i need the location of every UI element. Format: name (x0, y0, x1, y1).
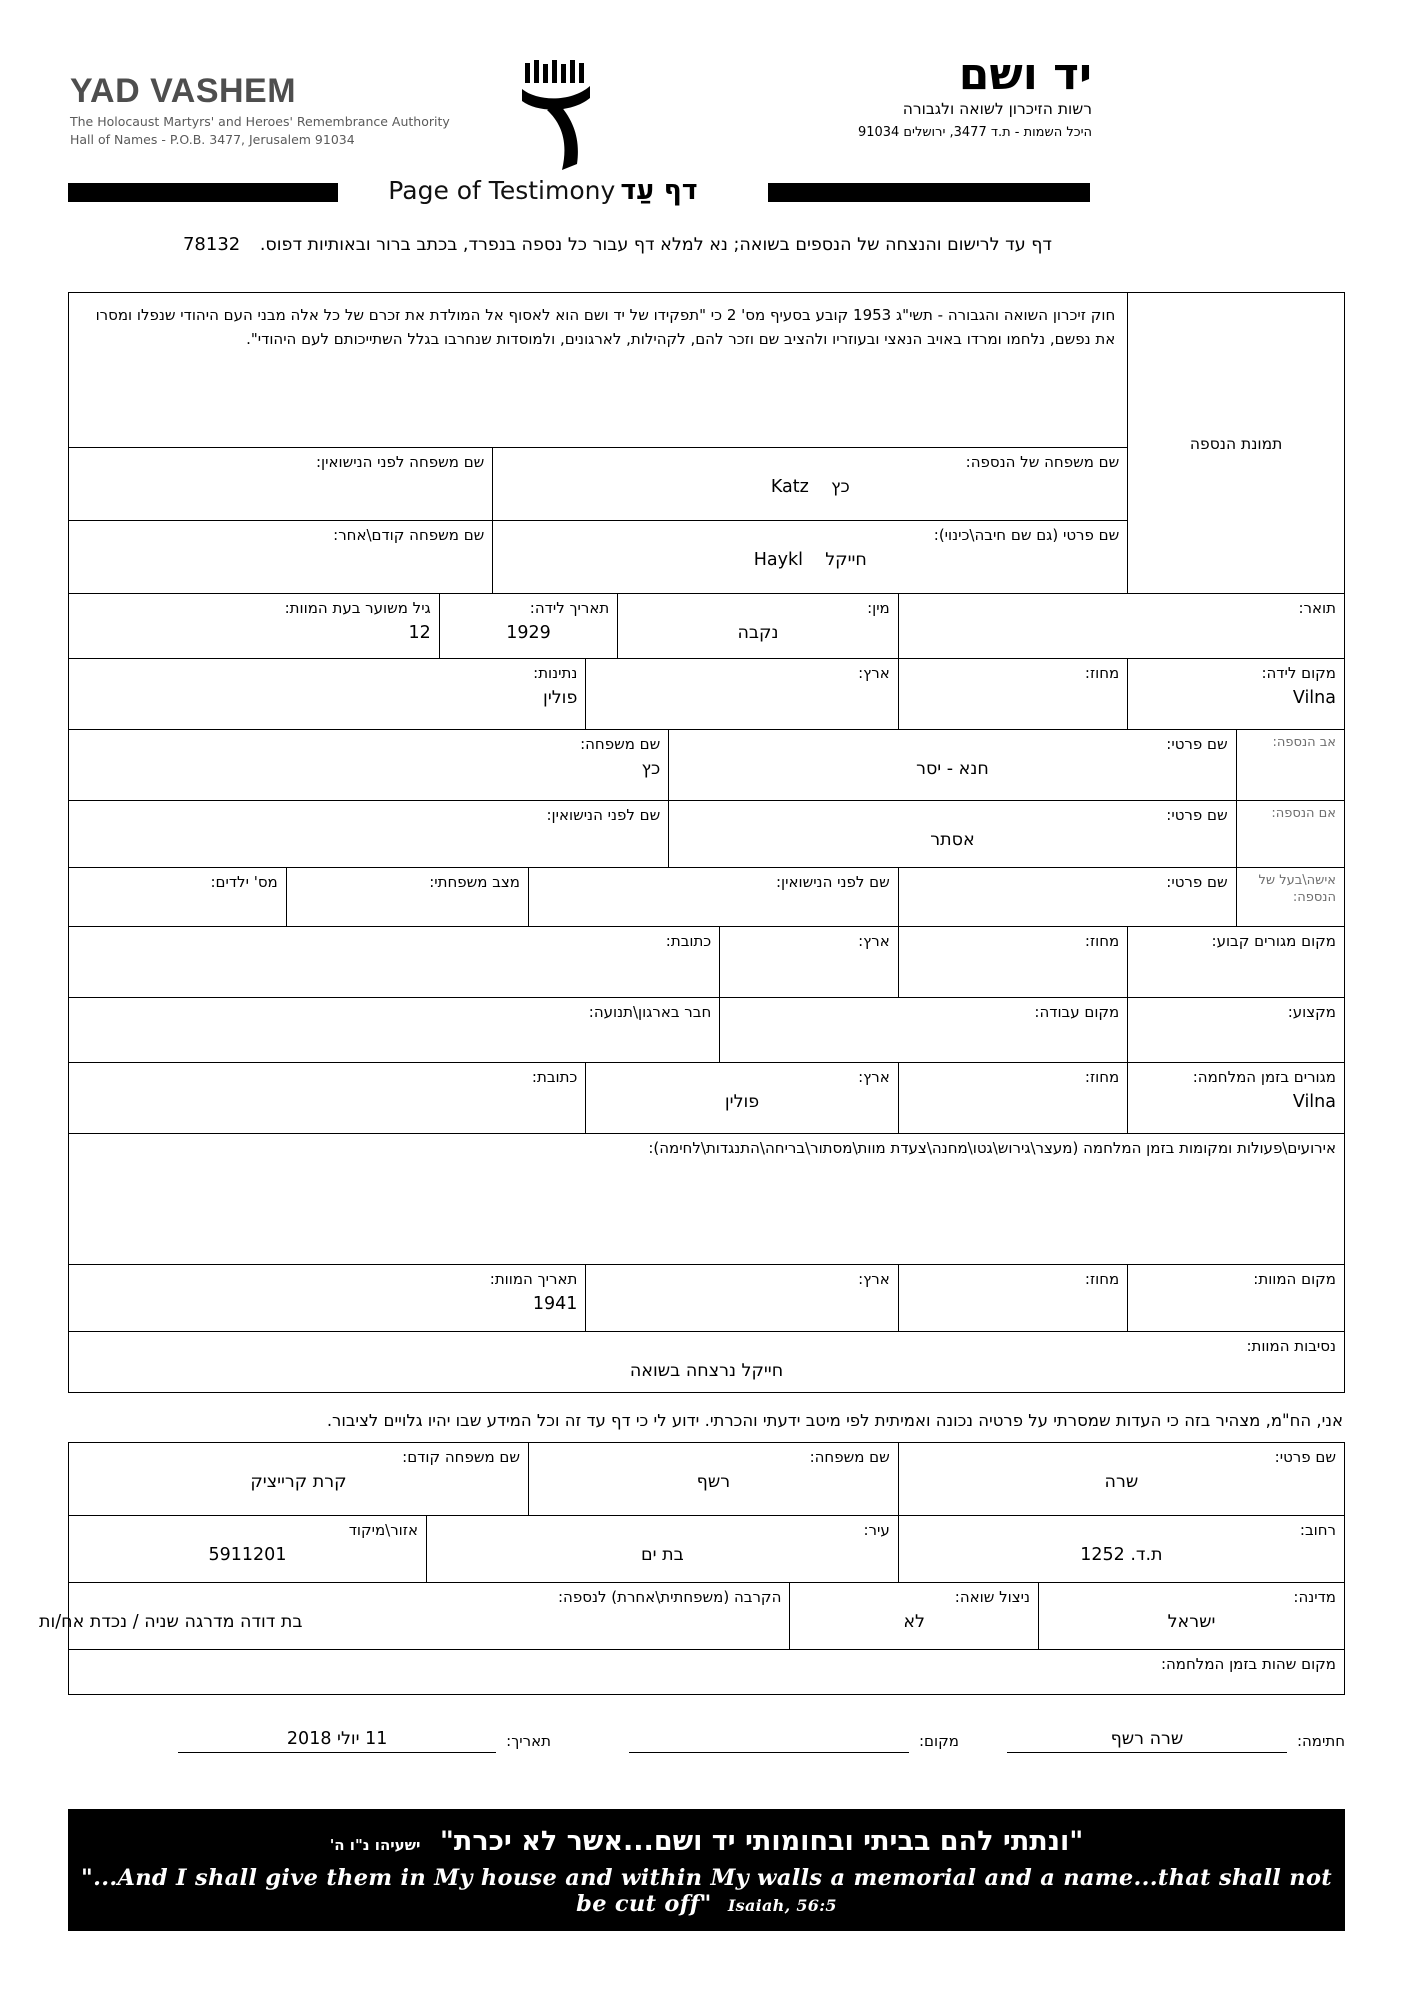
victim-photo-cell (1127, 293, 1344, 593)
field-label: עיר: (863, 1521, 890, 1539)
org-subtitle-english: The Holocaust Martyrs' and Heroes' Remembrance Authority (70, 114, 450, 129)
field-father-family-name (69, 730, 668, 800)
field-wartime-district (898, 1063, 1128, 1133)
row-permanent-residence (69, 926, 1344, 997)
field-value: רשף (696, 1471, 731, 1492)
field-value: נקבה (737, 622, 779, 643)
place-value-line (629, 1729, 909, 1753)
field-label: שם משפחה לפני הנישואין: (315, 453, 485, 471)
header-english (70, 72, 450, 147)
photo-label: תמונת הנספה (1189, 434, 1283, 453)
field-label: מדינה: (1293, 1588, 1336, 1606)
field-label: מגורים בזמן המלחמה: (1192, 1068, 1336, 1086)
row-death-place (69, 1264, 1344, 1331)
submitter-table (39, 1442, 1345, 1695)
field-value: חייקל נרצחה בשואה (629, 1360, 784, 1381)
field-value: Vilna (1292, 687, 1336, 708)
banner-english-source: Isaiah, 56:5 (727, 1895, 837, 1915)
field-label: שם משפחה קודם\אחר: (333, 526, 485, 544)
field-value: ת.ד. 1252 (1080, 1544, 1163, 1565)
field-label: מחוז: (1084, 664, 1120, 682)
field-death-date (69, 1265, 585, 1331)
row-first-name (69, 520, 1127, 593)
page-title (340, 175, 766, 206)
declaration-text: אני, הח"מ, מצהיר בזה כי העדות שמסרתי על פרטיה נכונה ואמיתית לפי מיטב ידעתי והכרתי. ידוע לי כי דף עד זה וכל המידע שבו יהיו גלויים לציבור. (326, 1411, 1343, 1430)
field-value: 5911201 (208, 1544, 287, 1565)
field-mother-maiden-name (69, 801, 668, 867)
field-submitter-zip (69, 1516, 426, 1582)
row-wartime-residence (69, 1062, 1344, 1133)
field-value: כץ (641, 758, 661, 779)
main-form-table (68, 292, 1345, 1393)
field-label: גיל משוער בעת המוות: (284, 599, 431, 617)
row-submitter-wartime-location (69, 1649, 1344, 1694)
field-value: Vilna (1292, 1091, 1336, 1112)
field-relation-to-victim (39, 1583, 789, 1649)
field-mother-first-name (668, 801, 1235, 867)
field-label: מחוז: (1084, 1068, 1120, 1086)
field-spouse-first-name (898, 868, 1236, 926)
field-label: אישה\בעל של הנספה: (1258, 873, 1336, 905)
field-label: שם לפני הנישואין: (546, 806, 661, 824)
banner-hebrew-line (76, 1825, 1337, 1859)
page-title-english: Page of Testimony (388, 176, 616, 205)
field-label: שם פרטי: (1166, 806, 1228, 824)
field-value: כץ Katz (770, 476, 850, 497)
row-submitter-names (69, 1443, 1344, 1515)
field-value: בת ים (641, 1544, 684, 1565)
form-top-block (69, 293, 1344, 593)
row-profession (69, 997, 1344, 1062)
field-citizenship (69, 659, 585, 729)
field-label: מחוז: (1084, 932, 1120, 950)
header-hebrew (857, 49, 1092, 141)
banner-hebrew-source: ישעיהו נ"ו ה' (329, 1836, 421, 1854)
field-victim-former-name (69, 521, 492, 593)
field-label: ארץ: (858, 1068, 890, 1086)
field-label: שם משפחה קודם: (402, 1448, 520, 1466)
top-left-block (69, 293, 1127, 593)
field-label: שם משפחה של הנספה: (965, 453, 1120, 471)
field-label: מקום מגורים קבוע: (1211, 932, 1336, 950)
header (68, 49, 1345, 178)
field-value: 12 (408, 622, 431, 643)
field-value: קרת קרייציק (250, 1471, 347, 1492)
field-label: ניצול שואה: (954, 1588, 1030, 1606)
field-label: שם משפחה: (809, 1448, 890, 1466)
field-victim-birth-place (1127, 659, 1344, 729)
org-subtitle-hebrew: רשות הזיכרון לשואה ולגבורה (902, 100, 1092, 119)
field-wartime-residence (1127, 1063, 1344, 1133)
field-label: מצב משפחתי: (429, 873, 520, 891)
field-victim-title (898, 594, 1344, 658)
signature-label: חתימה: (1296, 1732, 1345, 1750)
field-organization (69, 998, 719, 1062)
field-label: מין: (867, 599, 890, 617)
row-mother (69, 800, 1344, 867)
title-bar-left-rule (68, 183, 338, 202)
banner-hebrew-quote: "ונתתי להם בביתי ובחומותי יד ושם...אשר לא יכרת" (439, 1826, 1084, 1857)
field-submitter-city (426, 1516, 898, 1582)
field-birth-country (585, 659, 897, 729)
field-value: 1941 (532, 1293, 578, 1314)
yad-vashem-menorah-logo (520, 60, 592, 172)
field-label: הקרבה (משפחתית\אחרת) לנספה: (558, 1588, 782, 1606)
field-value: פולין (543, 687, 578, 708)
row-submitter-address (69, 1515, 1344, 1582)
field-label: שם פרטי (גם שם חיבה\כינוי): (933, 526, 1120, 544)
field-label: מקום עבודה: (1034, 1003, 1120, 1021)
field-value: שרה (1104, 1471, 1139, 1492)
field-label: אם הנספה: (1271, 806, 1336, 821)
field-marital-status (286, 868, 528, 926)
field-label: רחוב: (1299, 1521, 1336, 1539)
field-value: 1929 (506, 622, 551, 643)
signature-row (68, 1729, 1345, 1753)
row-family-name (69, 447, 1127, 520)
field-label: מקום לידה: (1261, 664, 1336, 682)
field-label: חבר בארגון\תנועה: (588, 1003, 712, 1021)
field-label: נתינות: (533, 664, 578, 682)
field-value: חייקל Haykl (753, 549, 867, 570)
field-label: תאריך לידה: (529, 599, 610, 617)
row-submitter-country-relation (39, 1582, 1344, 1649)
field-victim-maiden-name (69, 448, 492, 520)
page-title-hebrew: דף עַד (620, 175, 698, 206)
field-residence-district (898, 927, 1128, 997)
field-victim-family-name (492, 448, 1127, 520)
testimony-number: 78132 (182, 234, 241, 255)
field-label: אירועים\פעולות ומקומות בזמן המלחמה (מעצר\גירוש\גטו\מחנה\צעדת מוות\מסתור\בריחה\התנגדות\לחימה): (648, 1139, 1336, 1157)
field-workplace (719, 998, 1127, 1062)
intro-text: דף עד לרישום והנצחה של הנספים בשואה; נא למלא דף עבור כל נספה בנפרד, בכתב ברור ובאותיות דפוס. (259, 235, 1052, 255)
field-victim-gender (617, 594, 898, 658)
field-value: אסתר (930, 829, 975, 850)
field-death-circumstances (69, 1332, 1344, 1392)
field-birth-district (898, 659, 1128, 729)
field-residence-address (69, 927, 719, 997)
field-death-country (585, 1265, 897, 1331)
father-row-header (1236, 730, 1344, 800)
field-label: נסיבות המוות: (1246, 1337, 1336, 1355)
field-label: מקום המוות: (1253, 1270, 1336, 1288)
org-name-english: YAD VASHEM (70, 72, 297, 110)
intro-line (68, 234, 1345, 262)
field-value: בת דודה מדרגה שניה / נכדת אח/ות (39, 1611, 303, 1632)
field-label: מקום שהות בזמן המלחמה: (1160, 1655, 1336, 1673)
field-label: תאריך המוות: (489, 1270, 578, 1288)
date-label: תאריך: (506, 1732, 551, 1750)
field-label: מחוז: (1084, 1270, 1120, 1288)
field-wartime-events (69, 1134, 1344, 1264)
field-survivor (789, 1583, 1038, 1649)
field-submitter-family-name (528, 1443, 898, 1515)
org-address-hebrew: היכל השמות - ת.ד 3477, ירושלים 91034 (857, 125, 1092, 141)
field-submitter-former-name (69, 1443, 528, 1515)
field-label: שם פרטי: (1166, 735, 1228, 753)
org-address-english: Hall of Names - P.O.B. 3477, Jerusalem 91034 (70, 132, 355, 147)
field-label: שם פרטי: (1166, 873, 1228, 891)
legal-text: חוק זיכרון השואה והגבורה - תשי"ג 1953 קובע בסעיף מס' 2 כי "תפקידו של יד ושם הוא לאסוף אל המולדת את זכרם של כל אלה מבני העם היהודי שנפלו ומסרו את נפשם, נלחמו ומרדו באויב הנאצי ובעוזריו ולהציב שם וזכר להם, לקהילות, לארגונים, ולמוסדות שנחרבו בגלל השתייכותם לעם היהודי". (95, 306, 1116, 349)
field-value: לא (903, 1611, 926, 1632)
row-father (69, 729, 1344, 800)
field-permanent-residence (1127, 927, 1344, 997)
scripture-banner (68, 1809, 1345, 1931)
field-victim-first-name (492, 521, 1127, 593)
title-bar-right-rule (768, 183, 1090, 202)
field-victim-age-at-death (69, 594, 439, 658)
field-submitter-street (898, 1516, 1344, 1582)
field-submitter-country (1038, 1583, 1344, 1649)
field-residence-country (719, 927, 898, 997)
row-birth-place (69, 658, 1344, 729)
field-label: ארץ: (858, 664, 890, 682)
field-father-first-name (668, 730, 1235, 800)
field-label: מקצוע: (1287, 1003, 1336, 1021)
field-label: כתובת: (531, 1068, 578, 1086)
row-spouse (69, 867, 1344, 926)
field-profession (1127, 998, 1344, 1062)
signature-value-line: שרה רשף (1007, 1729, 1287, 1753)
place-label: מקום: (919, 1732, 959, 1750)
field-label: שם משפחה: (580, 735, 661, 753)
banner-english-line (76, 1865, 1337, 1917)
field-num-children (69, 868, 286, 926)
field-label: תואר: (1298, 599, 1336, 617)
row-death-circumstances (69, 1331, 1344, 1392)
banner-english-quote: "...And I shall give them in My house and within My walls a memorial and a name...that shall not be cut off" (81, 1864, 1332, 1917)
field-label: אב הנספה: (1272, 735, 1336, 750)
field-submitter-wartime-location (69, 1650, 1344, 1694)
field-label: ארץ: (858, 1270, 890, 1288)
field-victim-birth-date (439, 594, 618, 658)
field-value: פולין (724, 1091, 760, 1112)
field-submitter-first-name (898, 1443, 1344, 1515)
field-death-place (1127, 1265, 1344, 1331)
title-bar (68, 175, 1345, 208)
field-value: חנא - יסר (916, 758, 989, 779)
row-title-gender-birth (69, 593, 1344, 658)
field-label: אזור\מיקוד (348, 1521, 418, 1539)
field-label: כתובת: (665, 932, 712, 950)
field-label: שם לפני הנישואין: (775, 873, 890, 891)
field-wartime-address (69, 1063, 585, 1133)
field-value: ישראל (1167, 1611, 1216, 1632)
field-label: שם פרטי: (1274, 1448, 1336, 1466)
row-wartime-events (69, 1133, 1344, 1264)
field-spouse-maiden-name (528, 868, 898, 926)
spouse-row-header (1236, 868, 1344, 926)
field-label: מס' ילדים: (210, 873, 278, 891)
date-value-line: 11 יולי 2018 (178, 1729, 496, 1753)
field-wartime-country (585, 1063, 897, 1133)
org-name-hebrew: יד ושם (958, 49, 1092, 100)
mother-row-header (1236, 801, 1344, 867)
field-label: ארץ: (858, 932, 890, 950)
field-death-district (898, 1265, 1128, 1331)
